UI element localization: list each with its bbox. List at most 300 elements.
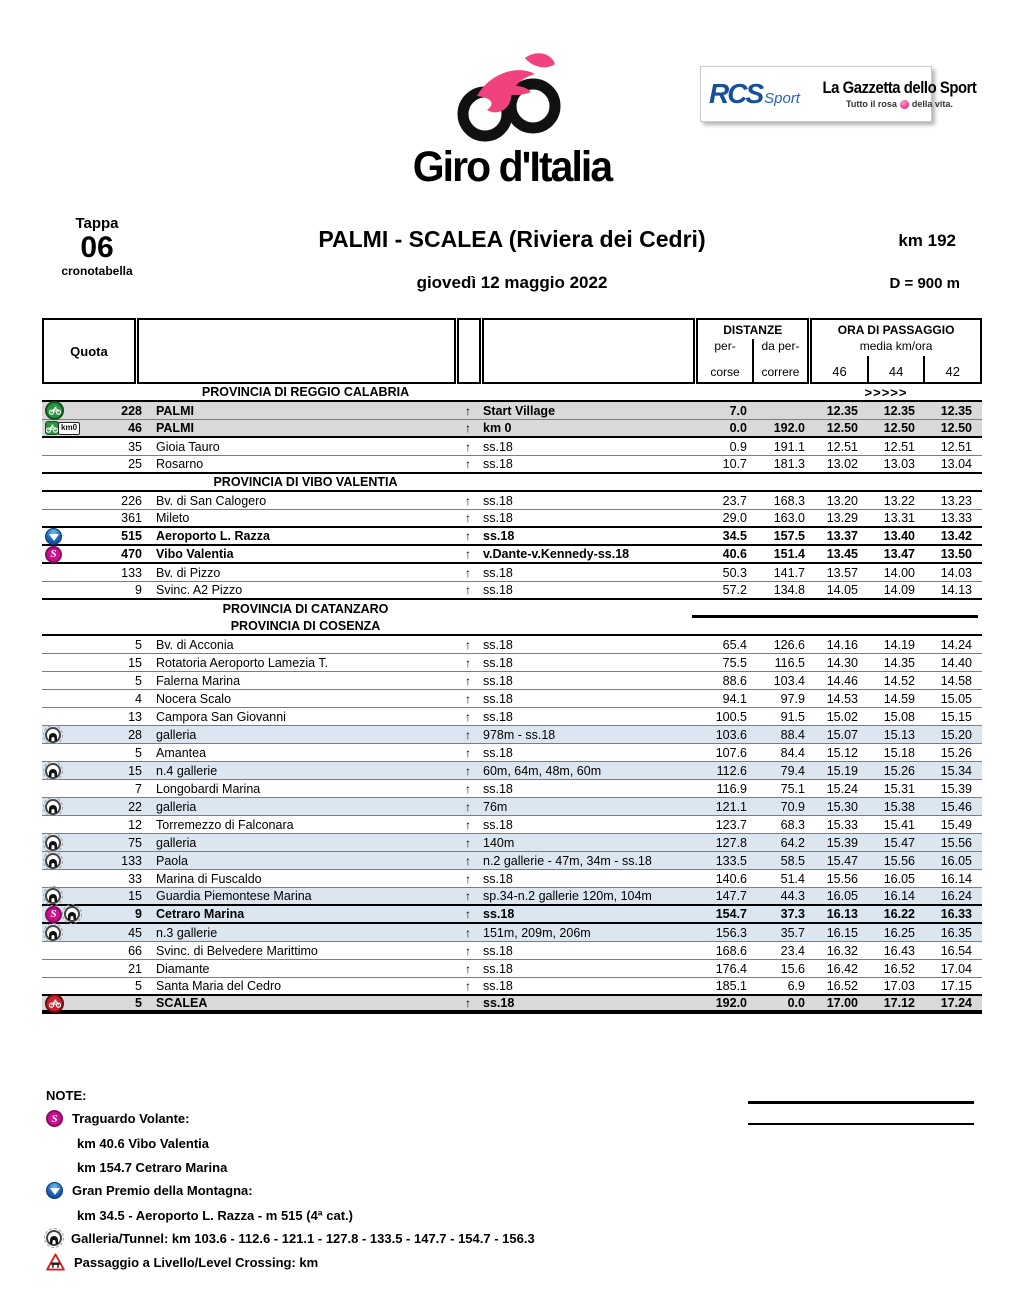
row-time-42: 13.33 — [940, 511, 972, 525]
row-route: ss.18 — [483, 781, 513, 796]
row-km-done: 154.7 — [715, 907, 747, 921]
header-speed-columns — [812, 356, 980, 382]
row-icons — [42, 421, 90, 435]
sprint-icon: S — [45, 546, 62, 563]
stage-elevation: D = 900 m — [889, 275, 960, 292]
row-km-done: 94.1 — [722, 691, 747, 706]
row-route: 978m - ss.18 — [483, 727, 556, 742]
row-km-togo: 58.5 — [780, 853, 805, 868]
row-place: Svinc. A2 Pizzo — [156, 583, 243, 597]
row-icons — [42, 727, 90, 743]
province-label: PROVINCIA DI CATANZARO — [222, 602, 389, 616]
row-time-46: 16.05 — [826, 889, 858, 903]
row-km-done: 103.6 — [715, 727, 747, 742]
row-km-done: 88.6 — [722, 673, 747, 688]
rcs-sport-logo — [709, 78, 800, 110]
row-quota: 7 — [135, 781, 142, 796]
route-row — [42, 402, 982, 420]
header-media-label: media km/ora — [859, 339, 933, 353]
row-time-44: 15.47 — [883, 835, 915, 850]
row-route: v.Dante-v.Kennedy-ss.18 — [483, 547, 630, 561]
row-km-togo: 91.5 — [780, 709, 805, 724]
row-quota: 5 — [135, 996, 142, 1010]
row-time-46: 13.45 — [826, 547, 858, 561]
row-quota: 25 — [128, 457, 142, 471]
direction-arrow: ↑ — [465, 961, 471, 976]
row-time-42: 15.34 — [940, 763, 972, 778]
row-time-46: 14.30 — [826, 655, 858, 670]
tunnel-icon — [46, 1230, 62, 1246]
document-type-label: cronotabella — [61, 263, 133, 278]
row-time-46: 16.15 — [826, 925, 858, 940]
row-km-togo: 0.0 — [787, 996, 805, 1010]
route-table — [42, 318, 982, 1014]
row-time-42: 14.13 — [940, 583, 972, 597]
row-time-46: 12.51 — [826, 439, 858, 454]
row-place: Mileto — [156, 511, 190, 525]
row-time-42: 14.24 — [940, 637, 972, 652]
tunnel-icon — [45, 763, 61, 779]
row-time-42: 16.54 — [940, 943, 972, 958]
stage-title: PALMI - SCALEA (Riviera dei Cedri) — [318, 226, 706, 252]
finish-icon — [45, 994, 64, 1013]
row-time-42: 15.15 — [940, 709, 972, 724]
row-quota: 35 — [128, 439, 142, 454]
row-time-44: 16.43 — [883, 943, 915, 958]
row-quota: 133 — [121, 853, 142, 868]
row-time-46: 15.12 — [826, 745, 858, 760]
row-icons — [42, 835, 90, 851]
route-row — [42, 726, 982, 744]
header-km-togo: da per- correre — [752, 339, 807, 382]
row-place: Campora San Giovanni — [156, 709, 286, 724]
direction-arrow: ↑ — [465, 565, 471, 580]
row-time-44: 15.41 — [883, 817, 915, 832]
note-line: km 40.6 Vibo Valentia — [77, 1136, 209, 1151]
row-place: Rosarno — [156, 457, 204, 471]
gazzetta-logo-text: La Gazzetta dello Sport — [822, 79, 977, 97]
row-time-44: 14.00 — [883, 565, 915, 580]
row-route: ss.18 — [483, 493, 513, 508]
row-km-togo: 163.0 — [773, 511, 805, 525]
row-time-44: 15.26 — [883, 763, 915, 778]
row-km-done: 121.1 — [715, 799, 747, 814]
row-km-done: 147.7 — [715, 889, 747, 903]
row-route: ss.18 — [483, 583, 513, 597]
route-row — [42, 636, 982, 654]
row-place: Santa Maria del Cedro — [156, 979, 282, 993]
row-km-done: 0.0 — [729, 421, 747, 435]
row-route: ss.18 — [483, 637, 513, 652]
row-icons — [42, 546, 90, 563]
mountain-gpm-icon — [45, 528, 62, 545]
row-km-togo: 23.4 — [780, 943, 805, 958]
row-time-42: 13.04 — [940, 457, 972, 471]
direction-arrow: ↑ — [465, 511, 471, 525]
row-time-46: 13.20 — [826, 493, 858, 508]
direction-arrow: ↑ — [465, 745, 471, 760]
row-time-42: 16.05 — [940, 853, 972, 868]
row-route: ss.18 — [483, 709, 513, 724]
row-time-42: 15.46 — [940, 799, 972, 814]
route-row — [42, 996, 982, 1014]
row-km-togo: 157.5 — [773, 529, 805, 543]
row-time-46: 13.29 — [826, 511, 858, 525]
row-place: Falerna Marina — [156, 673, 241, 688]
row-quota: 13 — [128, 709, 142, 724]
row-time-42: 16.35 — [940, 925, 972, 940]
row-place: Diamante — [156, 961, 210, 976]
row-place: Nocera Scalo — [156, 691, 232, 706]
row-route: 151m, 209m, 206m — [483, 925, 591, 940]
route-row — [42, 960, 982, 978]
row-time-42: 14.58 — [940, 673, 972, 688]
note-line: km 154.7 Cetraro Marina — [77, 1160, 228, 1175]
row-quota: 45 — [128, 925, 142, 940]
row-place: Marina di Fuscaldo — [156, 871, 262, 886]
row-km-done: 100.5 — [715, 709, 747, 724]
row-km-togo: 51.4 — [780, 871, 805, 886]
header-distanze-label: DISTANZE — [723, 323, 783, 337]
direction-arrow: ↑ — [465, 727, 471, 742]
direction-arrow: ↑ — [465, 925, 471, 940]
row-route: ss.18 — [483, 511, 513, 525]
row-quota: 75 — [128, 835, 142, 850]
row-quota: 46 — [128, 421, 142, 435]
route-row — [42, 420, 982, 438]
row-icons — [42, 994, 90, 1013]
row-km-togo: 141.7 — [773, 565, 805, 580]
row-km-togo: 35.7 — [780, 925, 805, 940]
row-icons — [42, 925, 90, 941]
rcs-logo-text: RCS — [709, 78, 763, 109]
row-km-done: 112.6 — [716, 763, 747, 778]
row-time-44: 15.56 — [883, 853, 915, 868]
row-km-done: 40.6 — [722, 547, 747, 561]
row-quota: 4 — [135, 691, 142, 706]
row-time-44: 12.51 — [883, 439, 915, 454]
province-section-row — [42, 618, 982, 636]
row-quota: 22 — [128, 799, 142, 814]
row-time-42: 15.56 — [940, 835, 972, 850]
row-km-done: 176.4 — [715, 961, 747, 976]
row-time-46: 15.33 — [826, 817, 858, 832]
row-time-46: 15.47 — [826, 853, 858, 868]
mountain-gpm-icon — [46, 1182, 63, 1199]
row-time-42: 13.42 — [940, 529, 972, 543]
row-km-togo: 134.8 — [773, 583, 805, 597]
row-place: Cetraro Marina — [156, 907, 245, 921]
row-quota: 133 — [121, 565, 142, 580]
row-time-44: 16.05 — [883, 871, 915, 886]
direction-arrow: ↑ — [465, 853, 471, 868]
row-route: ss.18 — [483, 457, 513, 471]
province-section-row — [42, 384, 982, 402]
row-place: Svinc. di Belvedere Marittimo — [156, 943, 318, 958]
header-ora-label: ORA DI PASSAGGIO — [837, 323, 955, 337]
header-route-column — [482, 318, 696, 384]
cyclist-glyph — [49, 406, 61, 415]
direction-arrow: ↑ — [465, 403, 471, 418]
notes-section — [46, 1088, 746, 1271]
row-km-done: 75.5 — [722, 655, 747, 670]
row-quota: 470 — [121, 547, 142, 561]
row-time-46: 15.30 — [826, 799, 858, 814]
row-time-42: 15.39 — [940, 781, 972, 796]
row-route: ss.18 — [483, 871, 513, 886]
row-quota: 361 — [121, 511, 142, 525]
row-time-46: 15.39 — [826, 835, 858, 850]
stage-distance: km 192 — [898, 231, 956, 250]
row-quota: 12 — [128, 817, 142, 832]
row-place: Vibo Valentia — [156, 547, 234, 561]
row-time-44: 13.40 — [883, 529, 915, 543]
route-row — [42, 456, 982, 474]
row-time-46: 15.19 — [826, 763, 858, 778]
row-time-44: 13.31 — [883, 511, 915, 525]
row-route: Start Village — [483, 403, 556, 418]
row-time-44: 15.31 — [883, 781, 915, 796]
direction-arrow: ↑ — [465, 637, 471, 652]
row-route: ss.18 — [483, 979, 513, 993]
route-row — [42, 816, 982, 834]
row-time-46: 14.46 — [826, 673, 858, 688]
row-km-togo: 37.3 — [780, 907, 805, 921]
row-time-46: 16.42 — [826, 961, 858, 976]
sprint-icon: S — [46, 1110, 63, 1127]
province-section-row — [42, 474, 982, 492]
row-km-done: 65.4 — [722, 637, 747, 652]
start-village-icon — [45, 401, 64, 420]
row-km-done: 168.6 — [715, 943, 747, 958]
direction-arrow: ↑ — [465, 691, 471, 706]
route-row — [42, 708, 982, 726]
row-quota: 5 — [135, 637, 142, 652]
row-quota: 515 — [121, 529, 142, 543]
row-time-46: 15.24 — [826, 781, 858, 796]
row-km-togo: 44.3 — [780, 889, 805, 903]
row-time-44: 14.19 — [883, 637, 915, 652]
note-item — [46, 1253, 746, 1271]
row-km-togo: 116.5 — [774, 655, 805, 670]
row-place: n.3 gallerie — [156, 925, 218, 940]
row-time-46: 13.57 — [826, 565, 858, 580]
row-time-46: 16.32 — [826, 943, 858, 958]
row-time-42: 12.51 — [940, 439, 972, 454]
row-km-done: 7.0 — [729, 403, 747, 418]
direction-arrow: ↑ — [465, 457, 471, 471]
row-km-togo: 103.4 — [773, 673, 805, 688]
rcs-gazzetta-logo — [700, 66, 977, 122]
row-km-done: 23.7 — [722, 493, 747, 508]
direction-arrow: ↑ — [465, 709, 471, 724]
km0-icon: km0 — [45, 421, 80, 435]
row-time-44: 14.09 — [883, 583, 915, 597]
row-km-done: 133.5 — [715, 853, 747, 868]
route-row — [42, 906, 982, 924]
giro-logo-text: Giro d'Italia — [412, 143, 612, 191]
row-km-togo: 64.2 — [780, 835, 805, 850]
row-time-44: 14.35 — [883, 655, 915, 670]
direction-arrow: ↑ — [465, 529, 471, 543]
row-time-46: 12.50 — [826, 421, 858, 435]
row-time-46: 15.07 — [826, 727, 858, 742]
row-km-togo: 126.6 — [773, 637, 805, 652]
row-km-togo: 97.9 — [780, 691, 805, 706]
row-km-done: 192.0 — [715, 996, 747, 1010]
direction-arrow: ↑ — [465, 943, 471, 958]
row-quota: 21 — [128, 961, 142, 976]
direction-arrow: ↑ — [465, 673, 471, 688]
row-time-46: 15.02 — [826, 709, 858, 724]
row-time-46: 14.05 — [826, 583, 858, 597]
row-km-done: 0.9 — [729, 439, 747, 454]
gazzetta-tagline: Tutto il rosa della vita. — [846, 99, 953, 109]
row-time-46: 14.16 — [826, 637, 858, 652]
row-time-44: 16.14 — [883, 889, 915, 903]
row-route: 140m — [483, 835, 515, 850]
route-row — [42, 888, 982, 906]
route-row — [42, 798, 982, 816]
row-km-done: 185.1 — [715, 979, 747, 993]
row-quota: 15 — [128, 763, 142, 778]
direction-arrow: ↑ — [465, 439, 471, 454]
table-body — [42, 384, 982, 1014]
giro-ditalia-logo — [362, 48, 662, 192]
row-time-42: 12.35 — [940, 403, 972, 418]
tunnel-icon — [45, 727, 61, 743]
header-arrow-column — [457, 318, 481, 384]
row-icons — [42, 401, 90, 420]
row-km-done: 116.9 — [716, 781, 747, 796]
row-route: 60m, 64m, 48m, 60m — [483, 763, 602, 778]
row-km-togo: 6.9 — [787, 979, 805, 993]
row-time-46: 13.02 — [826, 457, 858, 471]
row-time-42: 17.04 — [940, 961, 972, 976]
note-item — [46, 1110, 746, 1175]
row-time-46: 16.13 — [826, 907, 858, 921]
route-row — [42, 744, 982, 762]
row-route: ss.18 — [483, 943, 513, 958]
row-time-44: 15.18 — [883, 745, 915, 760]
row-time-44: 13.03 — [883, 457, 915, 471]
row-time-42: 14.03 — [940, 565, 972, 580]
row-place: n.4 gallerie — [156, 763, 218, 778]
tunnel-icon — [45, 853, 61, 869]
row-time-42: 15.49 — [940, 817, 972, 832]
row-km-togo: 84.4 — [780, 745, 805, 760]
row-place: Bv. di Pizzo — [156, 565, 221, 580]
row-quota: 9 — [135, 583, 142, 597]
row-time-42: 12.50 — [940, 421, 972, 435]
row-route: ss.18 — [483, 565, 513, 580]
route-row — [42, 546, 982, 564]
row-time-42: 15.20 — [940, 727, 972, 742]
province-label: PROVINCIA DI REGGIO CALABRIA — [201, 385, 410, 399]
row-km-togo: 191.1 — [773, 439, 805, 454]
row-quota: 5 — [135, 673, 142, 688]
row-route: ss.18 — [483, 907, 515, 921]
row-time-42: 17.24 — [940, 996, 972, 1010]
note-line: km 34.5 - Aeroporto L. Razza - m 515 (4ª cat.) — [77, 1208, 353, 1223]
row-time-44: 14.52 — [883, 673, 915, 688]
pink-ball-icon — [900, 100, 909, 109]
row-route: ss.18 — [483, 745, 513, 760]
route-row — [42, 834, 982, 852]
row-route: km 0 — [483, 421, 512, 435]
note-label: Traguardo Volante: — [72, 1111, 190, 1126]
direction-marker: >>>>> — [864, 384, 908, 400]
row-place: Bv. di Acconia — [156, 637, 234, 652]
row-km-done: 127.8 — [715, 835, 747, 850]
row-km-togo: 181.3 — [773, 457, 805, 471]
row-icons — [42, 763, 90, 779]
row-icons — [42, 799, 90, 815]
row-km-done: 29.0 — [722, 511, 747, 525]
row-km-togo: 15.6 — [780, 961, 805, 976]
tunnel-icon — [45, 925, 61, 941]
row-time-44: 17.12 — [883, 996, 915, 1010]
row-time-42: 15.05 — [940, 691, 972, 706]
row-route: ss.18 — [483, 673, 513, 688]
row-quota: 15 — [128, 889, 142, 903]
row-time-44: 15.13 — [883, 727, 915, 742]
row-icons — [42, 528, 90, 545]
level-crossing-icon — [46, 1253, 65, 1271]
row-place: Torremezzo di Falconara — [156, 817, 294, 832]
row-km-done: 107.6 — [715, 745, 747, 760]
row-time-46: 14.53 — [826, 691, 858, 706]
cyclist-glyph — [49, 999, 61, 1008]
row-time-44: 15.38 — [883, 799, 915, 814]
row-route: ss.18 — [483, 439, 513, 454]
row-time-44: 14.59 — [883, 691, 915, 706]
route-row — [42, 978, 982, 996]
row-km-done: 123.7 — [715, 817, 747, 832]
row-km-togo: 79.4 — [780, 763, 805, 778]
note-label: Gran Premio della Montagna: — [72, 1183, 253, 1198]
row-quota: 5 — [135, 745, 142, 760]
row-km-togo: 75.1 — [780, 781, 805, 796]
stage-label: Tappa — [75, 215, 119, 232]
row-route: ss.18 — [483, 961, 513, 976]
header-speed-44: 44 — [867, 356, 924, 382]
sprint-icon: S — [45, 906, 62, 923]
row-quota: 28 — [128, 727, 142, 742]
row-quota: 228 — [121, 403, 142, 418]
signature-rule-bottom — [748, 1123, 974, 1125]
direction-arrow: ↑ — [465, 871, 471, 886]
note-item — [46, 1182, 746, 1223]
tunnel-icon — [64, 906, 80, 922]
row-route: ss.18 — [483, 655, 513, 670]
row-time-46: 15.56 — [826, 871, 858, 886]
row-time-42: 17.15 — [940, 979, 972, 993]
direction-arrow: ↑ — [465, 493, 471, 508]
row-route: ss.18 — [483, 996, 515, 1010]
route-row — [42, 654, 982, 672]
row-place: galleria — [156, 799, 197, 814]
tunnel-icon — [45, 799, 61, 815]
row-time-44: 16.25 — [883, 925, 915, 940]
row-route: 76m — [483, 799, 508, 814]
row-time-42: 13.50 — [940, 547, 972, 561]
table-header — [42, 318, 982, 384]
header-place-column — [137, 318, 456, 384]
row-time-46: 12.35 — [826, 403, 858, 418]
province-section-row — [42, 600, 982, 618]
direction-arrow: ↑ — [465, 907, 471, 921]
